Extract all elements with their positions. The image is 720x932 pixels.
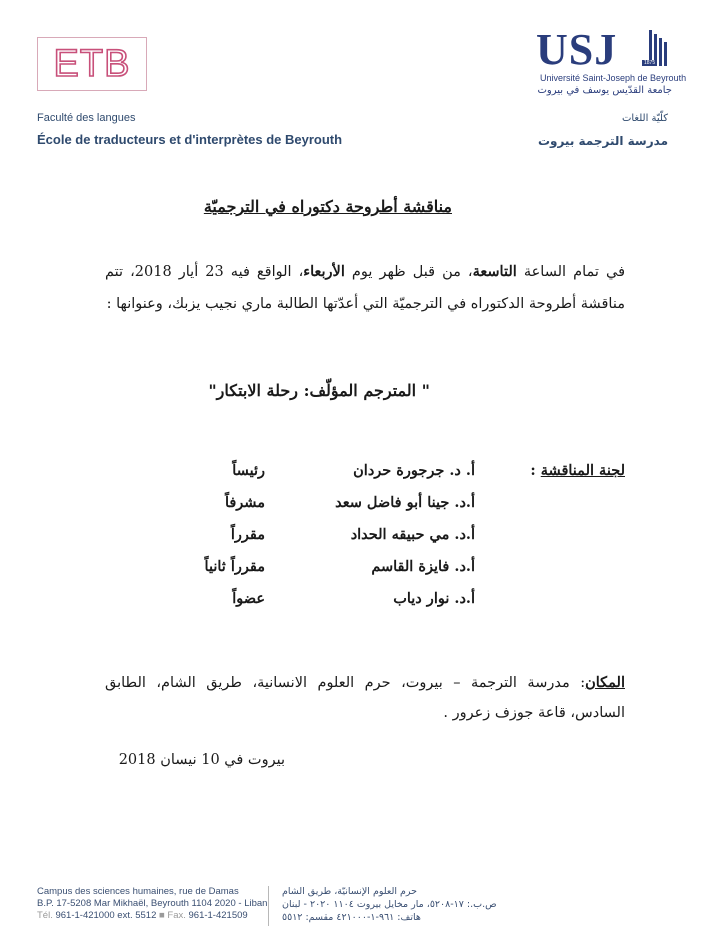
committee-member-role: مقرراً ثانياً: [204, 558, 265, 575]
footer-address-arabic: [282, 885, 502, 924]
footer-ar-line-2: ص.ب.: ١٧-٥٢٠٨، مار مخايل بيروت ١١٠٤ ٢٠٢٠ - لبنان: [282, 899, 497, 910]
footer-fr-contact: [37, 910, 267, 922]
school-name-arabic: مدرسة الترجمة بيروت: [537, 134, 668, 148]
committee-member-role: رئيساً: [232, 462, 265, 479]
usj-name-french: Université Saint-Joseph de Beyrouth: [540, 73, 687, 83]
school-name-french: École de traducteurs et d'interprètes de Beyrouth: [37, 132, 343, 147]
committee-member-role: عضواً: [232, 590, 265, 607]
committee-label-colon: :: [530, 462, 541, 479]
faculty-name-french: Faculté des langues: [37, 112, 136, 124]
footer-fax: 961-1-421509: [185, 910, 248, 921]
usj-founding-year: 1875: [644, 60, 656, 66]
committee-label-text: لجنة المناقشة: [540, 462, 625, 479]
committee-member-role: مشرفاً: [224, 494, 265, 511]
thesis-title: " المترجم المؤلّف: رحلة الابتكار": [208, 381, 430, 400]
para-text-2: ، من قبل ظهر يوم: [344, 264, 473, 280]
para-day: الأربعاء: [303, 263, 345, 280]
document-date: بيروت في 10 نيسان 2018: [118, 752, 285, 768]
usj-logo: [536, 25, 687, 98]
usj-logo-letters: USJ: [536, 25, 618, 74]
footer-ar-line-1: حرم العلوم الإنسانيّة، طريق الشام: [282, 886, 418, 897]
committee-member-name: أ.د. جينا أبو فاضل سعد: [335, 494, 475, 511]
footer-fr-line-1: Campus des sciences humaines, rue de Damas: [37, 886, 239, 897]
venue-paragraph: [105, 668, 625, 728]
committee-member-role: مقرراً: [230, 526, 265, 543]
footer-divider: [268, 886, 269, 926]
etb-logo: [37, 37, 147, 91]
para-text-1: في تمام الساعة: [516, 264, 626, 280]
footer-address-french: [37, 886, 267, 922]
para-text-3: ، الواقع فيه 23 أيار 2018، تتم مناقشة أطروحة الدكتوراه في الترجميّة التي أعدّتها الطالبة ماري نجيب يزبك، وعنوانها :: [105, 264, 625, 312]
footer-tel-label: Tél.: [37, 910, 53, 921]
announcement-paragraph: [105, 256, 625, 320]
committee-member-name: أ. د. جرجورة حردان: [353, 462, 475, 479]
faculty-name-arabic: كلّيّة اللغات: [621, 113, 668, 124]
usj-name-arabic: جامعة القدّيس يوسف في بيروت: [537, 85, 672, 96]
etb-logo-text: ETB: [53, 43, 131, 85]
footer-ar-line-3: هاتف: ٩٦١-١-٤٢١٠٠٠ مقسم: ٥٥١٢: [282, 912, 421, 923]
venue-label: المكان: [585, 674, 625, 691]
footer-fr-line-2: B.P. 17-5208 Mar Mikhaël, Beyrouth 1104 2020 - Liban: [37, 898, 268, 909]
venue-text: : مدرسة الترجمة – بيروت، حرم العلوم الانسانية، طريق الشام، الطابق السادس، قاعة جوزف زعرور .: [105, 675, 625, 721]
committee-member-name: أ.د. فايزة القاسم: [371, 558, 475, 575]
committee-member-name: أ.د. مي حبيقه الحداد: [350, 526, 475, 543]
para-time: التاسعة: [472, 263, 517, 280]
footer-fax-label: ■ Fax.: [159, 910, 186, 921]
document-title: مناقشة أطروحة دكتوراه في الترجميّة: [203, 197, 452, 216]
committee-label: [530, 462, 625, 479]
committee-member-name: أ.د. نوار دياب: [393, 590, 475, 607]
footer-tel: 961-1-421000 ext. 5512: [52, 910, 160, 921]
